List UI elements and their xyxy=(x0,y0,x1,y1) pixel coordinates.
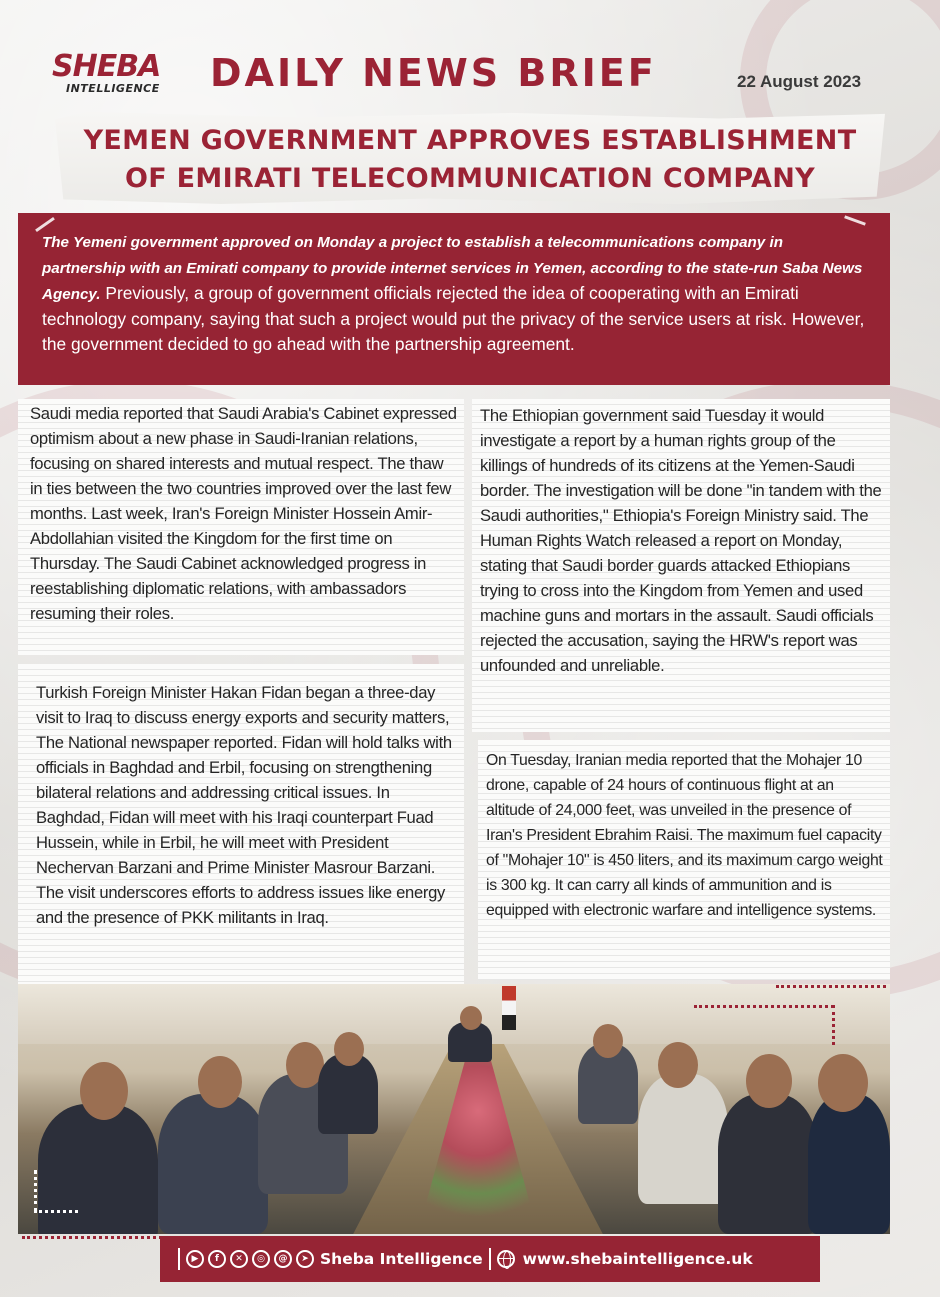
article-text: On Tuesday, Iranian media reported that the Mohajer 10 drone, capable of 24 hours of continuous flight at an altitude of 24,000 feet, was unveiled in the presence of Iran's President Ebrahim Raisi. The maximum fuel capacity of "Mohajer 10" is 450 liters, and its maximum cargo weight is 300 kg. It can carry all kinds of ammunition and is equipped with electronic warfare and intelligence systems. xyxy=(486,752,883,919)
telegram-icon[interactable]: ➤ xyxy=(296,1250,314,1268)
footer-brand[interactable]: Sheba Intelligence xyxy=(320,1250,483,1268)
facebook-icon[interactable]: f xyxy=(208,1250,226,1268)
headline-line-2: OF EMIRATI TELECOMMUNICATION COMPANY xyxy=(124,163,815,194)
article-saudi-iran xyxy=(18,399,464,655)
brief-date: 22 August 2023 xyxy=(737,72,862,91)
logo-subtitle: INTELLIGENCE xyxy=(66,82,160,95)
attendee-head xyxy=(746,1054,792,1108)
sheba-logo xyxy=(52,50,192,100)
main-headline xyxy=(55,122,885,198)
logo-word: SHEBA xyxy=(52,49,161,84)
attendee-head xyxy=(460,1006,482,1030)
yemen-flag xyxy=(502,986,516,1030)
meeting-photo xyxy=(18,984,890,1234)
instagram-icon[interactable]: ◎ xyxy=(252,1250,270,1268)
lead-paragraph xyxy=(42,229,870,357)
youtube-icon[interactable]: ▶ xyxy=(186,1250,204,1268)
attendee xyxy=(38,1104,158,1234)
lead-body: Previously, a group of government officials rejected the idea of cooperating with an Emirati technology company, saying that such a project would put the privacy of the service users at risk. However, the government decided to go ahead with the partnership agreement. xyxy=(42,283,865,354)
article-iran-drone xyxy=(478,740,890,980)
footer-separator xyxy=(489,1248,491,1270)
dotted-decoration xyxy=(22,1236,162,1239)
pin-decoration xyxy=(844,215,866,225)
attendee xyxy=(718,1094,818,1234)
attendee-head xyxy=(334,1032,364,1066)
footer-bar xyxy=(160,1236,820,1282)
lead-emphasis: The Yemeni government approved on Monday a project to establish a telecommunications company in partnership with an Emirati company to provide internet services in Yemen, according to the state-run Saba News Agency. xyxy=(42,234,863,303)
globe-icon xyxy=(497,1250,515,1268)
dotted-decoration xyxy=(34,1210,78,1213)
article-text: The Ethiopian government said Tuesday it would investigate a report by a human rights group of the killings of hundreds of its citizens at the Yemen-Saudi border. The investigation will be done "in tandem with the Saudi authorities," Ethiopia's Foreign Ministry said. The Human Rights Watch released a report on Monday, stating that Saudi border guards attacked Ethiopians trying to cross into the Kingdom from Yemen and used machine guns and mortars in the assault. Saudi officials rejected the accusation, saying the HRW's report was unfounded and unreliable. xyxy=(480,406,882,675)
social-links xyxy=(186,1250,314,1268)
dotted-decoration xyxy=(832,1005,835,1045)
attendee xyxy=(158,1094,268,1234)
attendee-head xyxy=(198,1056,242,1108)
brief-title: DAILY NEWS BRIEF xyxy=(210,51,657,95)
dotted-decoration xyxy=(694,1005,834,1008)
attendee xyxy=(808,1094,890,1234)
footer-website-link[interactable]: www.shebaintelligence.uk xyxy=(522,1250,753,1268)
article-text: Turkish Foreign Minister Hakan Fidan began a three-day visit to Iraq to discuss energy exports and security matters, The National newspaper reported. Fidan will hold talks with officials in Baghdad and Erbil, focusing on strengthening bilateral relations and addressing critical issues. In Baghdad, Fidan will meet with his Iraqi counterpart Fuad Hussein, while in Erbil, he will meet with President Nechervan Barzani and Prime Minister Masrour Barzani. The visit underscores efforts to address issues like energy and the presence of PKK militants in Iraq. xyxy=(36,683,452,927)
attendee xyxy=(638,1074,728,1204)
lead-story xyxy=(18,213,890,385)
dotted-decoration xyxy=(34,1170,37,1212)
article-turkey-iraq xyxy=(18,664,464,984)
dotted-decoration xyxy=(776,985,886,988)
attendee-head xyxy=(80,1062,128,1120)
threads-icon[interactable]: @ xyxy=(274,1250,292,1268)
attendee-head xyxy=(658,1042,698,1088)
attendee-head xyxy=(818,1054,868,1112)
article-text: Saudi media reported that Saudi Arabia's Cabinet expressed optimism about a new phase in Saudi-Iranian relations, focusing on shared interests and mutual respect. The thaw in ties between the two countries improved over the last few months. Last week, Iran's Foreign Minister Hossein Amir-Abdollahian visited the Kingdom for the first time on Thursday. The Saudi Cabinet acknowledged progress in reestablishing diplomatic relations, with ambassadors resuming their roles. xyxy=(30,404,457,623)
attendee xyxy=(318,1054,378,1134)
attendee-head xyxy=(593,1024,623,1058)
article-ethiopia xyxy=(472,399,890,732)
footer-separator xyxy=(178,1248,180,1270)
headline-line-1: YEMEN GOVERNMENT APPROVES ESTABLISHMENT xyxy=(83,125,857,156)
x-icon[interactable]: ✕ xyxy=(230,1250,248,1268)
